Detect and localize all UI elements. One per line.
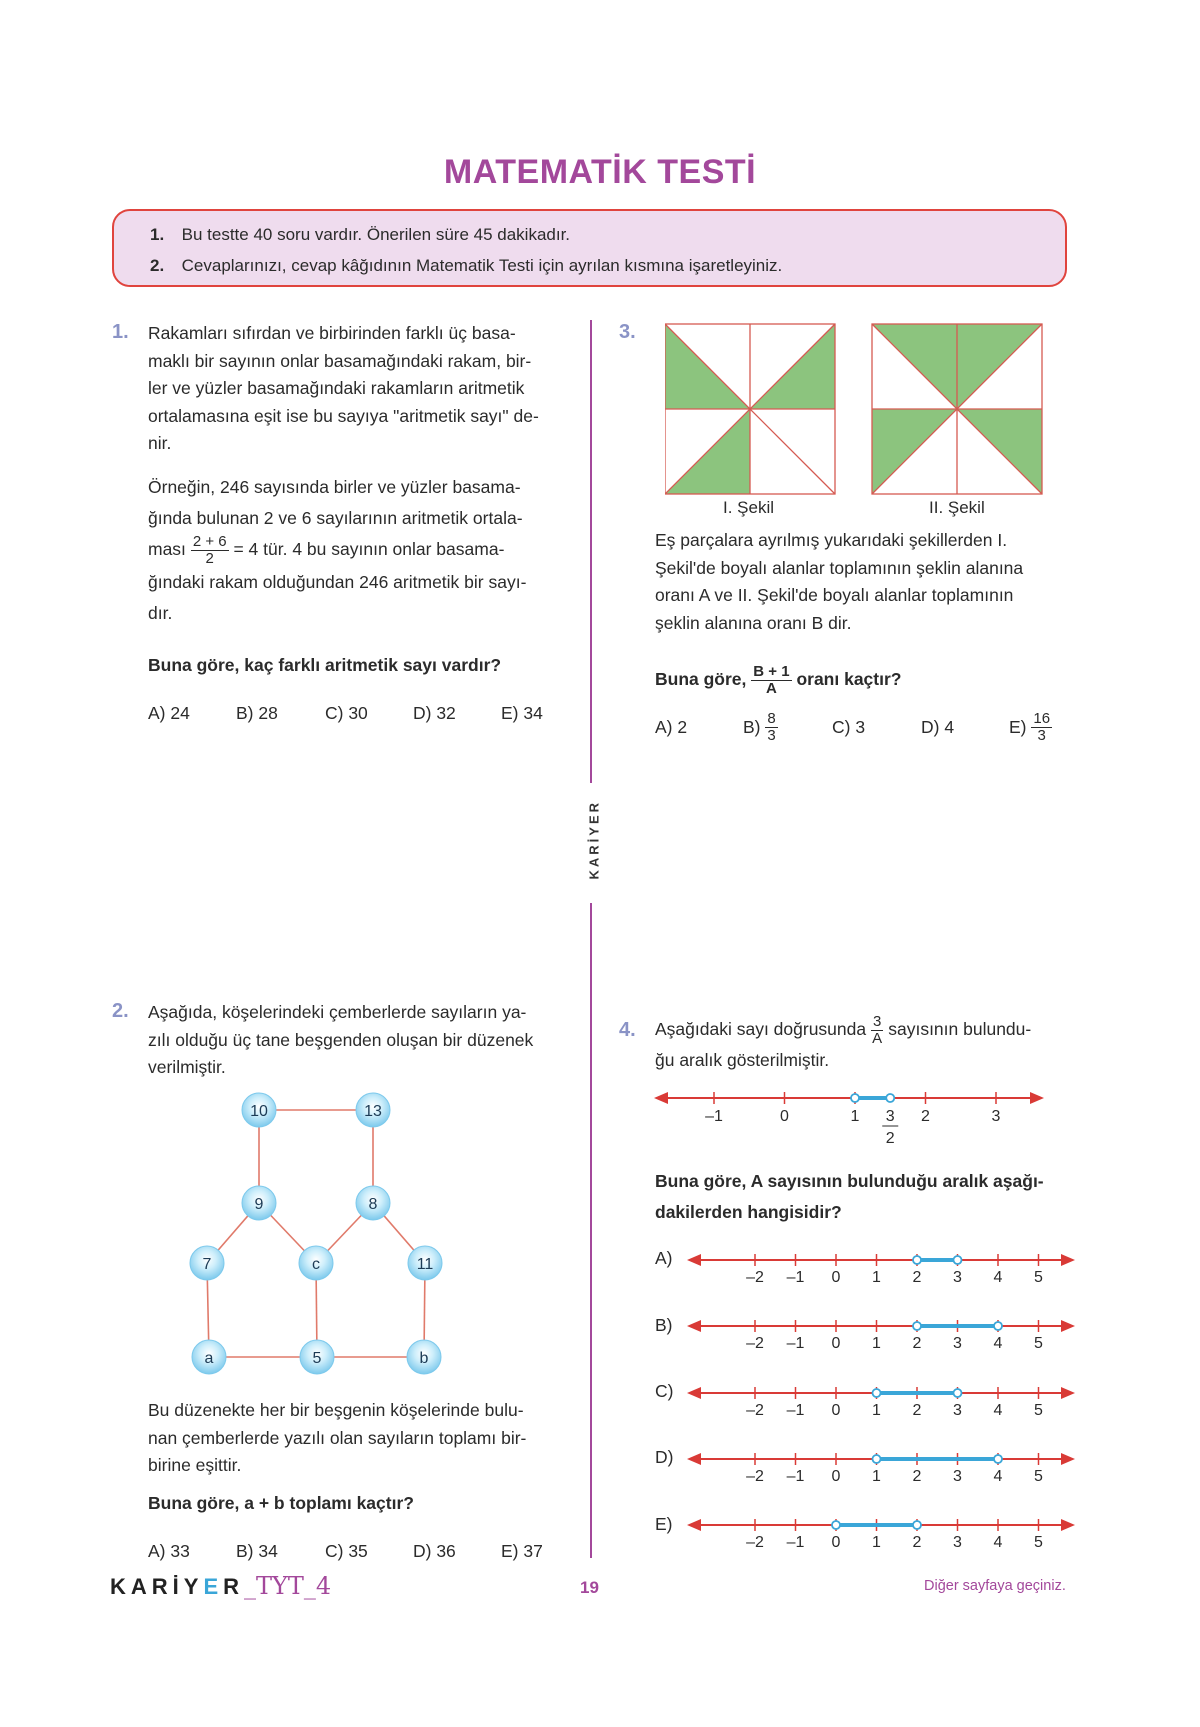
tick-label: –2 bbox=[746, 1402, 764, 1419]
q4-question: Buna göre, A sayısının bulunduğu aralık aşağı- dakilerden hangisidir? bbox=[655, 1171, 1044, 1222]
q1-example bbox=[148, 472, 568, 629]
q2-option-b[interactable]: B) 34 bbox=[236, 1541, 278, 1561]
tick-label: 3 bbox=[953, 1468, 962, 1485]
node-a bbox=[192, 1340, 226, 1374]
q2-line: verilmiştir. bbox=[148, 1057, 226, 1077]
q1-example-line: Örneğin, 246 sayısında birler ve yüzler basama- bbox=[148, 477, 521, 497]
q3-line: Eş parçalara ayrılmış yukarıdaki şekillerden I. bbox=[655, 530, 1008, 550]
pentagon-diagram bbox=[180, 1085, 460, 1375]
q1-line: ortalamasına eşit ise bu sayıya "aritmetik sayı" de- bbox=[148, 405, 539, 426]
tick-label: 1 bbox=[872, 1534, 881, 1551]
arrow-left bbox=[687, 1254, 701, 1266]
q3-line: şeklin alanına oranı B dir. bbox=[655, 612, 852, 633]
q4-option-c-label[interactable]: C) bbox=[655, 1381, 674, 1401]
q3-options bbox=[655, 711, 1075, 751]
q1-text bbox=[148, 320, 563, 458]
tick-label: 3 bbox=[991, 1108, 1001, 1125]
q3-option-d[interactable]: D) 4 bbox=[921, 717, 955, 737]
q2-option-d[interactable]: D) 36 bbox=[413, 1541, 456, 1561]
q1-question: Buna göre, kaç farklı aritmetik sayı vardır? bbox=[148, 655, 502, 675]
tick-label: 0 bbox=[831, 1402, 841, 1419]
tick-label: –1 bbox=[786, 1402, 805, 1419]
node-13 bbox=[356, 1093, 390, 1127]
q2-number: 2. bbox=[112, 1000, 129, 1022]
footer-brand: KARİYER_TYT_4 bbox=[110, 1572, 332, 1600]
svg-text:a: a bbox=[204, 1350, 214, 1367]
q4-option-b-line[interactable] bbox=[685, 1311, 1080, 1353]
tick-label: 4 bbox=[993, 1468, 1003, 1485]
q4-number: 4. bbox=[619, 1019, 636, 1041]
q4-line: ğu aralık gösterilmiştir. bbox=[655, 1050, 830, 1070]
tick-label: 5 bbox=[1034, 1335, 1043, 1352]
open-endpoint bbox=[913, 1322, 921, 1330]
arrow-left bbox=[654, 1092, 668, 1104]
tick-label: 5 bbox=[1034, 1534, 1043, 1551]
q4-fraction: $\frac{3}{A}$ bbox=[872, 1013, 883, 1047]
arrow-left bbox=[687, 1320, 701, 1332]
q3-question: Buna göre, $\frac{B + 1}{A}$ oranı kaçtır? bbox=[655, 663, 902, 697]
node-5 bbox=[300, 1340, 334, 1374]
q2-line: Aşağıda, köşelerindeki çemberlerde sayıların ya- bbox=[148, 1002, 527, 1022]
tick-label: 5 bbox=[1034, 1269, 1043, 1286]
q1-option-e[interactable]: E) 34 bbox=[501, 703, 543, 723]
q4-option-b-label[interactable]: B) bbox=[655, 1315, 673, 1335]
open-endpoint bbox=[851, 1094, 859, 1102]
q1-line: Rakamları sıfırdan ve birbirinden farklı üç basa- bbox=[148, 323, 516, 343]
q4-main-number-line bbox=[652, 1080, 1052, 1150]
tick-label: 2 bbox=[912, 1534, 922, 1551]
arrow-right bbox=[1061, 1320, 1075, 1332]
q2-line: birine eşittir. bbox=[148, 1455, 242, 1475]
tick-label: 1 bbox=[872, 1269, 881, 1286]
arrow-right bbox=[1061, 1453, 1075, 1465]
tick-label: 2 bbox=[912, 1402, 922, 1419]
q4-option-a-label[interactable]: A) bbox=[655, 1248, 673, 1268]
tick-label: 1 bbox=[872, 1468, 881, 1485]
q4-line: Aşağıdaki sayı doğrusunda $\frac{3}{A}$ sayısının bulundu- bbox=[655, 1013, 1032, 1047]
q4-option-d-label[interactable]: D) bbox=[655, 1447, 674, 1467]
q2-option-e[interactable]: E) 37 bbox=[501, 1541, 543, 1561]
column-divider-bottom bbox=[590, 903, 592, 1558]
svg-text:11: 11 bbox=[416, 1256, 434, 1273]
instruction-2: 2. Cevaplarınızı, cevap kâğıdının Matematik Testi için ayrılan kısmına işaretleyiniz. bbox=[150, 256, 783, 275]
q3-line: oranı A ve II. Şekil'de boyalı alanlar toplamının bbox=[655, 585, 1014, 605]
figure-1 bbox=[665, 324, 835, 494]
fig2-label: II. Şekil bbox=[929, 498, 985, 517]
tick-label: 0 bbox=[831, 1468, 841, 1485]
sidebar-brand: KARİYER bbox=[587, 804, 602, 886]
q4-option-a-line[interactable] bbox=[685, 1245, 1080, 1287]
q3-line: Şekil'de boyalı alanlar toplamının şeklin alanına bbox=[655, 557, 1024, 578]
q2-line: nan çemberlerde yazılı olan sayıların toplamı bir- bbox=[148, 1427, 527, 1448]
tick-label: 3 bbox=[953, 1402, 962, 1419]
q3-number: 3. bbox=[619, 321, 636, 343]
arrow-right bbox=[1061, 1254, 1075, 1266]
tick-label: –1 bbox=[786, 1468, 805, 1485]
tick-label: –2 bbox=[746, 1468, 764, 1485]
q2-option-a[interactable]: A) 33 bbox=[148, 1541, 190, 1561]
tick-label: 4 bbox=[993, 1402, 1003, 1419]
q1-option-a[interactable]: A) 24 bbox=[148, 703, 190, 723]
q2-text2 bbox=[148, 1397, 568, 1480]
column-divider-top bbox=[590, 320, 592, 783]
fraction-numerator: 3 bbox=[885, 1108, 895, 1125]
q3-figures bbox=[665, 323, 1045, 523]
fig1-label: I. Şekil bbox=[723, 498, 775, 517]
q4-option-d-line[interactable] bbox=[685, 1444, 1080, 1486]
tick-label: –1 bbox=[786, 1534, 805, 1551]
q1-line: nir. bbox=[148, 433, 172, 453]
tick-label: 3 bbox=[953, 1534, 962, 1551]
open-endpoint bbox=[913, 1521, 921, 1529]
open-endpoint bbox=[994, 1455, 1002, 1463]
open-endpoint bbox=[954, 1389, 962, 1397]
arrow-right bbox=[1030, 1092, 1044, 1104]
q3-option-b[interactable]: B) $\frac{8}{3}$ bbox=[743, 710, 776, 744]
q3-option-e[interactable]: E) $\frac{16}{3}$ bbox=[1009, 710, 1051, 744]
q4-option-e-label[interactable]: E) bbox=[655, 1514, 673, 1534]
arrow-left bbox=[687, 1453, 701, 1465]
open-endpoint bbox=[954, 1256, 962, 1264]
tick-label: –1 bbox=[786, 1269, 805, 1286]
q1-example-line: ğındaki rakam olduğundan 246 aritmetik bir sayı- bbox=[148, 572, 527, 592]
q3-question-fraction: $\frac{B + 1}{A}$ bbox=[753, 663, 790, 697]
node-11 bbox=[408, 1246, 442, 1280]
next-page-note: Diğer sayfaya geçiniz. bbox=[924, 1578, 1066, 1594]
q4-option-e-line[interactable] bbox=[685, 1510, 1080, 1552]
q4-text bbox=[655, 1014, 1075, 1075]
svg-text:9: 9 bbox=[254, 1196, 264, 1213]
q1-option-d[interactable]: D) 32 bbox=[413, 703, 456, 723]
q2-text bbox=[148, 999, 568, 1082]
tick-label: –2 bbox=[746, 1269, 764, 1286]
tick-label: 0 bbox=[780, 1108, 789, 1125]
tick-label: 5 bbox=[1034, 1402, 1043, 1419]
instruction-1: 1. Bu testte 40 soru vardır. Önerilen süre 45 dakikadır. bbox=[150, 225, 571, 244]
tick-label: 2 bbox=[912, 1468, 922, 1485]
page-title: MATEMATİK TESTİ bbox=[443, 153, 757, 191]
figure-2 bbox=[872, 324, 1042, 494]
q3-text bbox=[655, 527, 1070, 637]
q2-option-c[interactable]: C) 35 bbox=[325, 1541, 368, 1561]
tick-label: 2 bbox=[912, 1335, 922, 1352]
tick-label: –2 bbox=[746, 1335, 764, 1352]
q4-option-c-line[interactable] bbox=[685, 1378, 1080, 1420]
tick-label: 0 bbox=[831, 1269, 841, 1286]
tick-label: 4 bbox=[993, 1335, 1003, 1352]
q1-fraction: $\frac{2 + 6}{2}$ bbox=[192, 533, 227, 567]
tick-label: –1 bbox=[786, 1335, 805, 1352]
open-endpoint bbox=[886, 1094, 894, 1102]
node-7 bbox=[190, 1246, 224, 1280]
instructions-box bbox=[112, 209, 1067, 287]
q1-number: 1. bbox=[112, 321, 129, 343]
tick-label: 5 bbox=[1034, 1468, 1043, 1485]
tick-label: –2 bbox=[746, 1534, 764, 1551]
svg-text:10: 10 bbox=[250, 1103, 268, 1120]
q1-example-line: ması $\frac{2 + 6}{2}$ = 4 tür. 4 bu sayının onlar basama- bbox=[148, 533, 505, 567]
q2-line: Bu düzenekte her bir beşgenin köşelerinde bulu- bbox=[148, 1400, 524, 1420]
q1-line: ler ve yüzler basamağındaki rakamların aritmetik bbox=[148, 378, 525, 398]
tick-label: 3 bbox=[953, 1269, 962, 1286]
q3-option-c[interactable]: C) 3 bbox=[832, 717, 866, 737]
tick-label: 4 bbox=[993, 1534, 1003, 1551]
open-endpoint bbox=[994, 1322, 1002, 1330]
tick-label: 0 bbox=[831, 1534, 841, 1551]
q2-question: Buna göre, a + b toplamı kaçtır? bbox=[148, 1493, 414, 1513]
arrow-right bbox=[1061, 1519, 1075, 1531]
node-9 bbox=[242, 1186, 276, 1220]
q1-option-c[interactable]: C) 30 bbox=[325, 703, 368, 723]
tick-label: 2 bbox=[921, 1108, 930, 1125]
open-endpoint bbox=[913, 1256, 921, 1264]
q3-option-a[interactable]: A) 2 bbox=[655, 717, 688, 737]
page-number: 19 bbox=[580, 1578, 599, 1597]
tick-label: 4 bbox=[993, 1269, 1003, 1286]
svg-text:c: c bbox=[312, 1256, 320, 1273]
open-endpoint bbox=[832, 1521, 840, 1529]
q2-line: zılı olduğu üç tane beşgenden oluşan bir düzenek bbox=[148, 1029, 534, 1050]
node-b bbox=[407, 1340, 441, 1374]
arrow-right bbox=[1061, 1387, 1075, 1399]
tick-label: 1 bbox=[850, 1108, 860, 1125]
node-10 bbox=[242, 1093, 276, 1127]
tick-label: 3 bbox=[953, 1335, 962, 1352]
q1-example-line: ğında bulunan 2 ve 6 sayılarının aritmetik ortala- bbox=[148, 508, 523, 528]
tick-label: 2 bbox=[912, 1269, 922, 1286]
pentagon-edges bbox=[207, 1110, 425, 1357]
arrow-left bbox=[687, 1519, 701, 1531]
q1-line: maklı bir sayının onlar basamağındaki rakam, bir- bbox=[148, 350, 532, 371]
fraction-denominator: 2 bbox=[885, 1130, 895, 1147]
tick-label: 1 bbox=[872, 1402, 881, 1419]
tick-label: 0 bbox=[831, 1335, 841, 1352]
q1-option-b[interactable]: B) 28 bbox=[236, 703, 278, 723]
open-endpoint bbox=[873, 1389, 881, 1397]
svg-text:13: 13 bbox=[364, 1103, 382, 1120]
arrow-left bbox=[687, 1387, 701, 1399]
svg-text:b: b bbox=[419, 1350, 429, 1367]
svg-text:5: 5 bbox=[312, 1350, 322, 1367]
tick-label: 1 bbox=[872, 1335, 881, 1352]
node-8 bbox=[356, 1186, 390, 1220]
tick-label: –1 bbox=[705, 1108, 723, 1125]
node-c bbox=[299, 1246, 333, 1280]
svg-text:8: 8 bbox=[368, 1196, 378, 1213]
q1-example-line: dır. bbox=[148, 603, 173, 623]
open-endpoint bbox=[873, 1455, 881, 1463]
svg-text:7: 7 bbox=[202, 1256, 212, 1273]
